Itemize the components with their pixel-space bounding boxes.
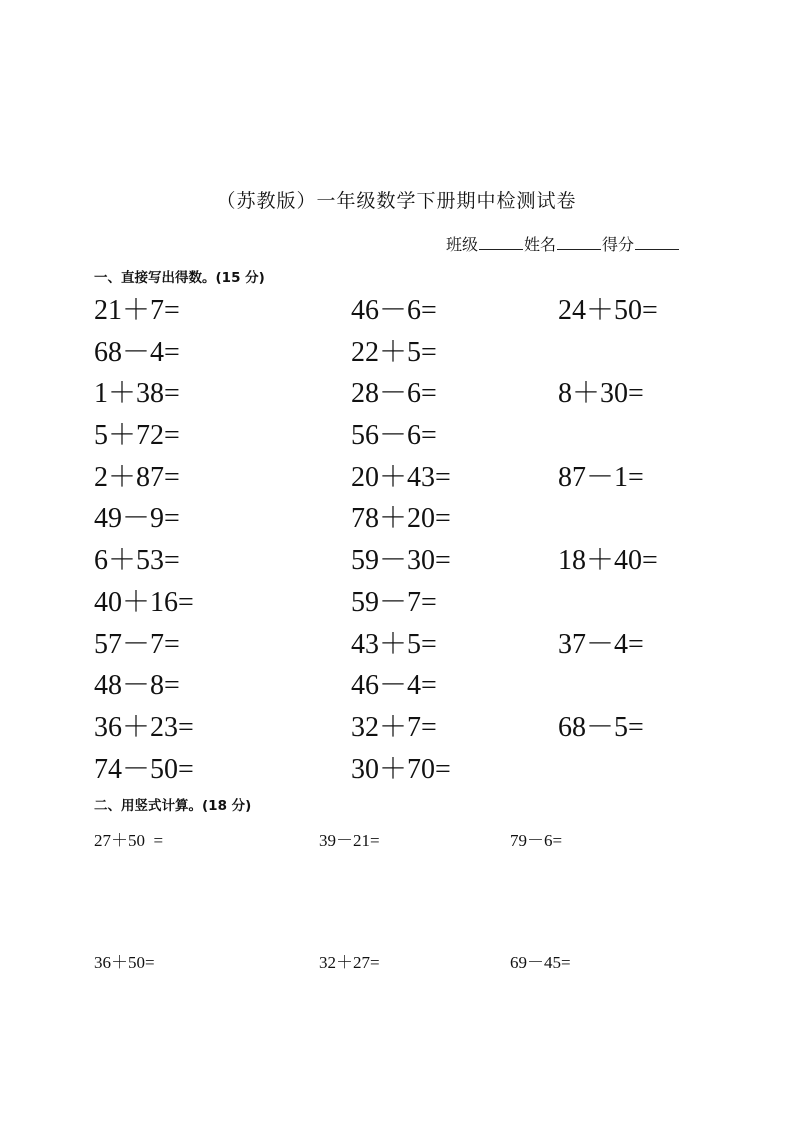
problem: 18＋40= (558, 545, 658, 577)
problem: 24＋50= (558, 295, 658, 326)
problem: 36＋23= (94, 711, 194, 743)
score-blank[interactable] (635, 235, 679, 250)
problem: 22＋5= (351, 336, 437, 368)
problem: 56－6= (351, 420, 437, 452)
problem: 20＋43= (351, 461, 451, 493)
problem: 40＋16= (94, 586, 194, 618)
problem: 59－7= (351, 586, 437, 618)
problem: 57－7= (94, 628, 180, 660)
problem: 5＋72= (94, 420, 180, 452)
page-title: （苏教版）一年级数学下册期中检测试卷 (216, 190, 577, 212)
problem: 74－50= (94, 753, 194, 785)
problem: 8＋30= (558, 378, 644, 410)
section-2-heading: 二、用竖式计算。(18 分) (94, 798, 252, 814)
problem: 68－5= (558, 711, 644, 743)
score-label: 得分 (602, 235, 635, 254)
problem: 2＋87= (94, 461, 180, 493)
problem: 68－4= (94, 336, 180, 368)
problem: 1＋38= (94, 378, 180, 410)
vertical-problem-row (94, 826, 714, 850)
problem: 30＋70= (351, 753, 451, 785)
problem: 48－8= (94, 670, 180, 702)
problem: 21＋7= (94, 295, 180, 326)
problem: 59－30= (351, 545, 451, 577)
class-label: 班级 (446, 235, 479, 254)
problem: 46－4= (351, 670, 437, 702)
vertical-problem: 39－21= (319, 831, 380, 850)
section-1-heading: 一、直接写出得数。(15 分) (94, 270, 265, 286)
name-blank[interactable] (557, 235, 601, 250)
problem: 78＋20= (351, 503, 451, 535)
vertical-problem-row (94, 948, 714, 972)
vertical-problem: 27＋50 = (94, 831, 164, 850)
problem: 37－4= (558, 628, 644, 660)
vertical-problem: 32＋27= (319, 953, 380, 972)
name-label: 姓名 (524, 235, 557, 254)
class-blank[interactable] (479, 235, 523, 250)
student-info-line (446, 232, 680, 255)
vertical-problem: 69－45= (510, 953, 571, 972)
problem: 87－1= (558, 461, 644, 493)
vertical-problem: 79－6= (510, 831, 563, 850)
problem: 32＋7= (351, 711, 437, 743)
vertical-problem: 36＋50= (94, 953, 155, 972)
problem: 43＋5= (351, 628, 437, 660)
problem: 46－6= (351, 295, 437, 326)
problem: 49－9= (94, 503, 180, 535)
problem: 6＋53= (94, 545, 180, 577)
problem: 28－6= (351, 378, 437, 410)
